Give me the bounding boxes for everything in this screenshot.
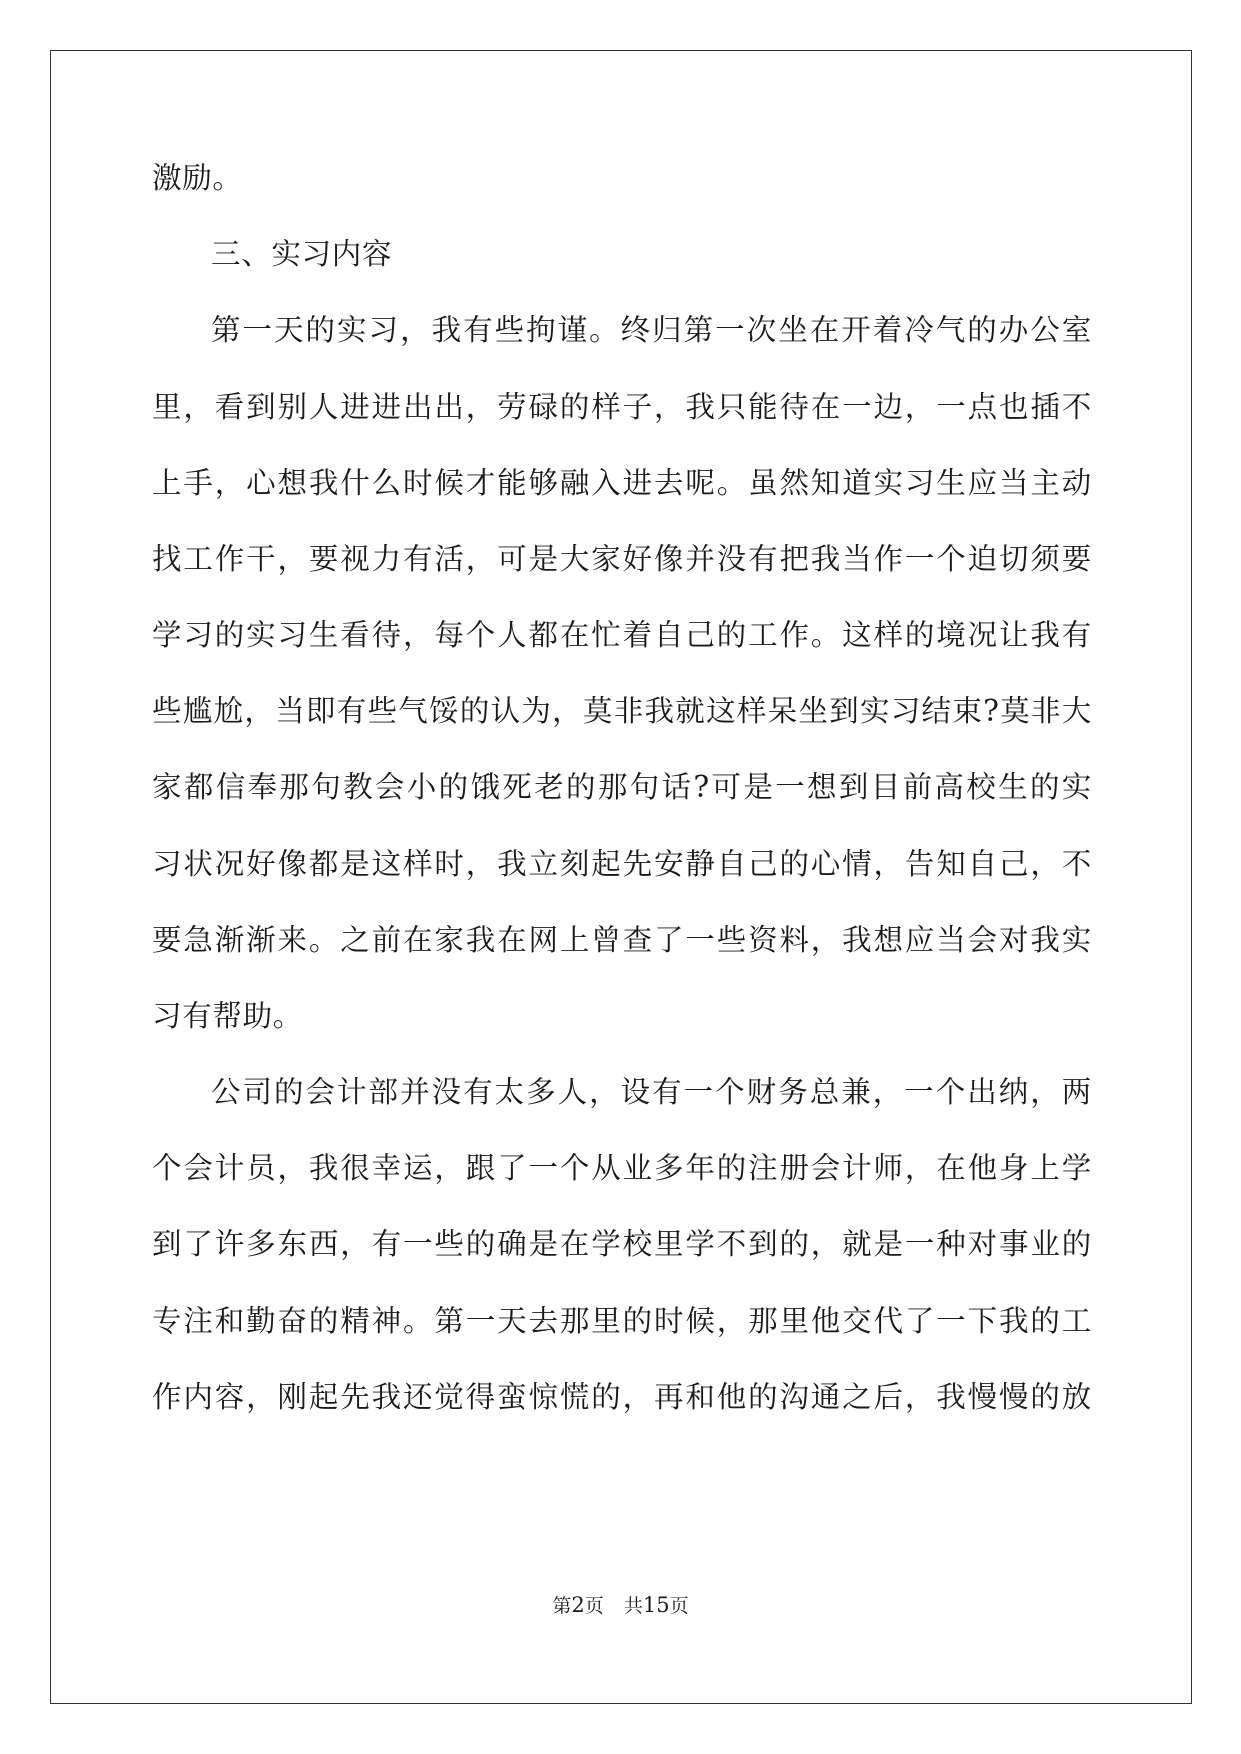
text-line: 专注和勤奋的精神。第一天去那里的时候，那里他交代了一下我的工 (152, 1304, 1092, 1338)
text-line: 三、实习内容 (211, 237, 393, 271)
text-line: 到了许多东西，有一些的确是在学校里学不到的，就是一种对事业的 (152, 1227, 1092, 1261)
text-line: 公司的会计部并没有太多人，设有一个财务总兼，一个出纳，两 (211, 1075, 1092, 1109)
text-line: 作内容，刚起先我还觉得蛮惊慌的，再和他的沟通之后，我慢慢的放 (152, 1380, 1092, 1414)
text-line: 要急渐渐来。之前在家我在网上曾查了一些资料，我想应当会对我实 (152, 923, 1092, 957)
text-line: 些尴尬，当即有些气馁的认为，莫非我就这样呆坐到实习结束?莫非大 (152, 694, 1092, 728)
text-line: 第一天的实习，我有些拘谨。终归第一次坐在开着冷气的办公室 (211, 313, 1092, 347)
page-number: 2 (571, 1593, 585, 1617)
text-line: 习有帮助。 (152, 999, 304, 1033)
text-line: 个会计员，我很幸运，跟了一个从业多年的注册会计师，在他身上学 (152, 1151, 1092, 1185)
text-line: 找工作干，要视力有活，可是大家好像并没有把我当作一个迫切须要 (152, 542, 1092, 576)
page-suffix: 页 (584, 1595, 604, 1617)
total-prefix: 共 (623, 1595, 643, 1617)
text-line: 学习的实习生看待，每个人都在忙着自己的工作。这样的境况让我有 (152, 618, 1092, 652)
text-line: 激励。 (152, 161, 243, 195)
total-suffix: 页 (669, 1595, 689, 1617)
total-pages: 15 (642, 1593, 670, 1617)
text-line: 里，看到别人进进出出，劳碌的样子，我只能待在一边，一点也插不 (152, 390, 1092, 424)
text-line: 习状况好像都是这样时，我立刻起先安静自己的心情，告知自己，不 (152, 847, 1092, 881)
text-line: 家都信奉那句教会小的饿死老的那句话?可是一想到目前高校生的实 (152, 770, 1092, 804)
page-footer (0, 1592, 1241, 1619)
text-line: 上手，心想我什么时候才能够融入进去呢。虽然知道实习生应当主动 (152, 466, 1092, 500)
page-prefix: 第 (552, 1595, 572, 1617)
